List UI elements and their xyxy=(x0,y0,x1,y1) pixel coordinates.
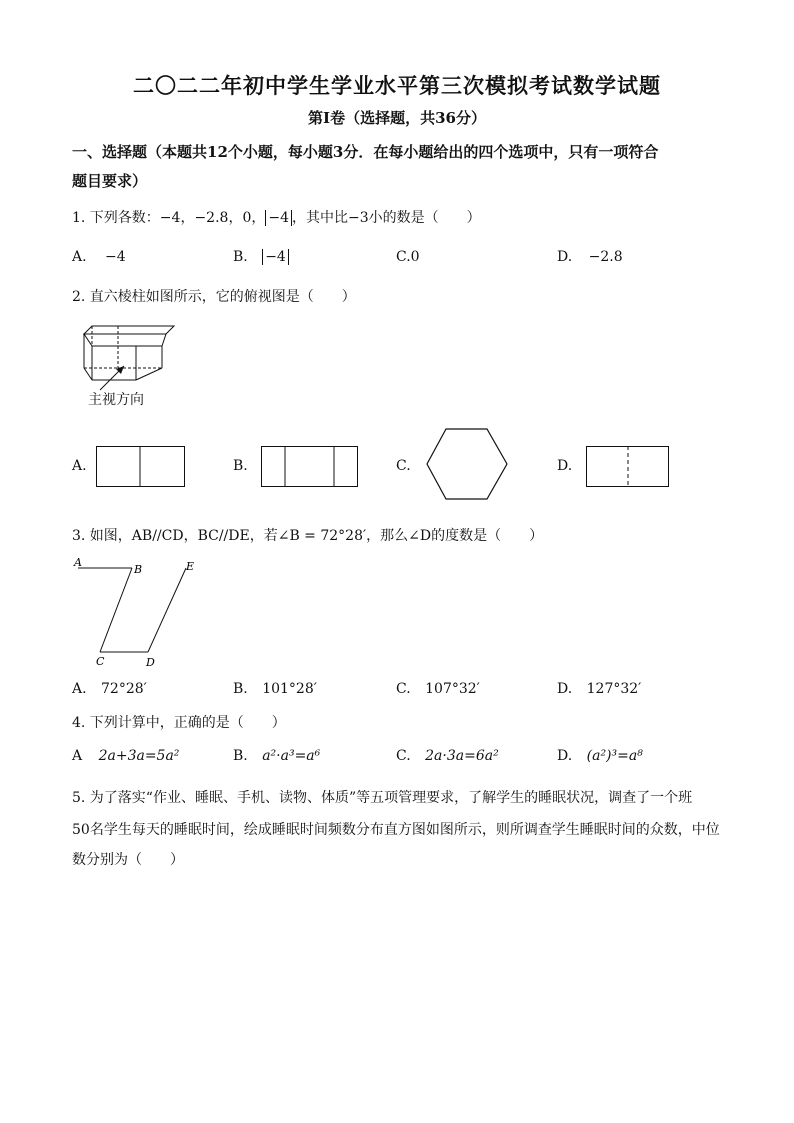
option-c-hexagon-figure xyxy=(426,428,508,500)
parallel-lines-figure xyxy=(72,556,202,672)
q4-option-a[interactable] xyxy=(72,748,179,764)
view-direction-label: 主视方向 xyxy=(88,392,144,408)
q1-option-b[interactable] xyxy=(233,249,289,265)
point-a-label: A xyxy=(74,556,82,569)
q3-option-d[interactable] xyxy=(557,681,641,697)
page-title: 二〇二二年初中学生学业水平第三次模拟考试数学试题 xyxy=(133,73,661,98)
option-label: B. xyxy=(233,748,248,764)
option-text: 101°28′ xyxy=(262,681,317,697)
option-label: C. xyxy=(396,249,411,265)
option-text: 0 xyxy=(410,249,420,265)
hexagonal-prism-figure xyxy=(78,318,170,390)
option-text: −2.8 xyxy=(588,249,623,265)
q1-option-c[interactable] xyxy=(396,249,420,265)
question-5-line2: 50名学生每天的睡眠时间，绘成睡眠时间频数分布直方图如图所示，则所调查学生睡眠时间的众数，中位 xyxy=(72,822,720,838)
q3-option-b[interactable] xyxy=(233,681,317,697)
q4-option-b[interactable] xyxy=(233,748,320,764)
part-heading: 第Ⅰ卷（选择题，共36分） xyxy=(308,109,486,127)
section-heading-line2: 题目要求） xyxy=(72,172,148,190)
option-label: D. xyxy=(557,748,573,764)
q1-option-a[interactable] xyxy=(72,249,126,265)
question-1-stem xyxy=(72,207,481,227)
question-3-stem: 3. 如图，AB//CD，BC//DE，若∠B = 72°28′，那么∠D的度数是（ ） xyxy=(72,528,544,544)
question-1-stem-a: 1. 下列各数：−4，−2.8，0， xyxy=(72,210,266,226)
option-label: B. xyxy=(233,249,248,265)
option-text: 127°32′ xyxy=(586,681,642,697)
q2-option-c-label[interactable]: C. xyxy=(396,458,411,474)
q1-option-d[interactable] xyxy=(557,249,623,265)
option-label: C. xyxy=(396,748,411,764)
q4-option-d[interactable] xyxy=(557,748,643,764)
point-d-label: D xyxy=(146,656,155,669)
q2-option-b-label[interactable]: B. xyxy=(233,458,248,474)
q2-option-d-label[interactable]: D. xyxy=(557,458,573,474)
question-4-stem: 4. 下列计算中，正确的是（ ） xyxy=(72,715,286,731)
option-label: D. xyxy=(557,249,573,265)
option-text: 72°28′ xyxy=(101,681,147,697)
option-label: A xyxy=(72,748,83,764)
question-5-line1: 5. 为了落实“作业、睡眠、手机、读物、体质”等五项管理要求，了解学生的睡眠状况，调查了一个班 xyxy=(72,790,693,806)
section-heading-line1: 一、选择题（本题共12个小题，每小题3分．在每小题给出的四个选项中，只有一项符合 xyxy=(72,143,659,161)
question-1-stem-b: ，其中比−3小的数是（ ） xyxy=(292,210,481,226)
question-2-stem: 2. 直六棱柱如图所示，它的俯视图是（ ） xyxy=(72,289,356,305)
option-label: C. xyxy=(396,681,411,697)
option-text: 2a·3a=6a² xyxy=(425,748,499,764)
option-text: 2a+3a=5a² xyxy=(98,748,180,764)
option-text: a²·a³=a⁶ xyxy=(262,748,321,764)
option-label: A. xyxy=(72,249,87,265)
point-e-label: E xyxy=(186,560,195,573)
option-b-rectangle-figure xyxy=(261,446,359,488)
option-d-rectangle-figure xyxy=(586,446,670,488)
q2-option-a-label[interactable]: A. xyxy=(72,458,87,474)
absolute-value: −4 xyxy=(265,210,292,226)
option-label: B. xyxy=(233,681,248,697)
option-text: −4 xyxy=(262,249,289,265)
option-text: −4 xyxy=(105,249,126,265)
option-a-rectangle-figure xyxy=(96,446,186,488)
option-text: 107°32′ xyxy=(425,681,480,697)
option-label: D. xyxy=(557,681,573,697)
question-5-line3: 数分别为（ ） xyxy=(72,852,184,868)
q4-option-c[interactable] xyxy=(396,748,499,764)
q3-option-c[interactable] xyxy=(396,681,480,697)
option-text: (a²)³=a⁸ xyxy=(586,748,643,764)
point-b-label: B xyxy=(134,563,143,576)
q3-option-a[interactable] xyxy=(72,681,147,697)
option-label: A. xyxy=(72,681,87,697)
point-c-label: C xyxy=(96,655,105,668)
